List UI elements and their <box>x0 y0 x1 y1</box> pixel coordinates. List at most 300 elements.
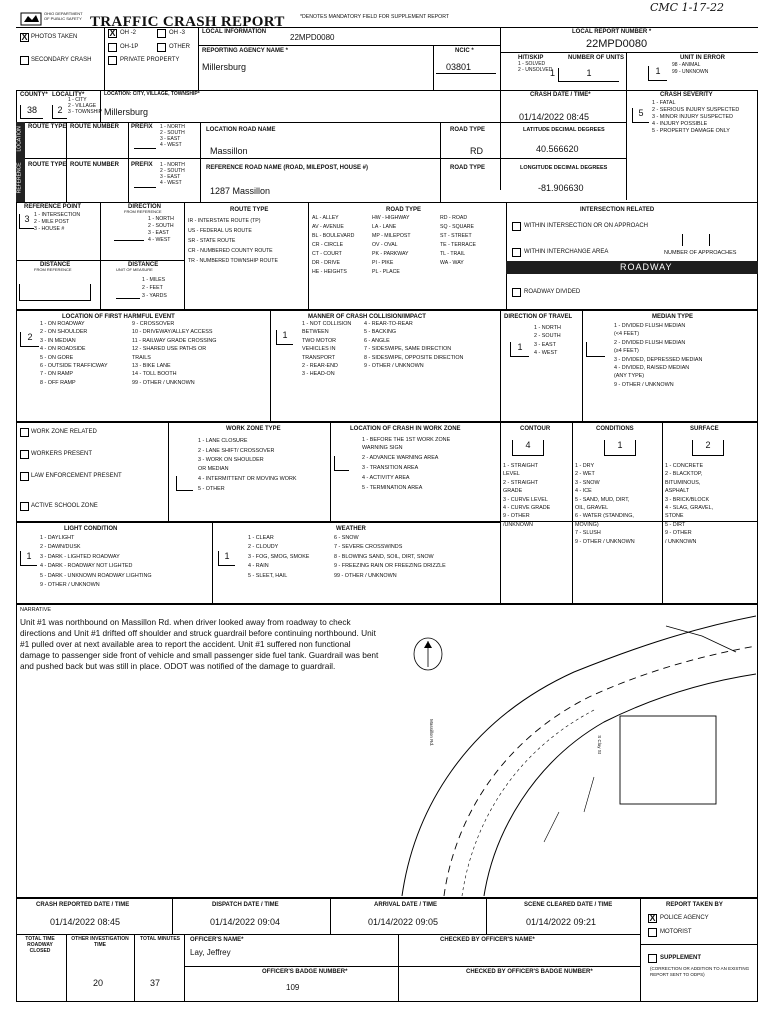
prefix-opt4: 4 - WEST <box>160 142 182 148</box>
road-type2-ct: CT - COURT <box>312 251 342 257</box>
wz-type-opt5: 5 - OTHER <box>198 486 225 492</box>
weather-label: WEATHER <box>336 526 366 532</box>
hit-skip-opt1: 1 - SOLVED <box>518 61 546 67</box>
distance-uom-sub: UNIT OF MEASURE <box>116 267 153 272</box>
dir-travel-value[interactable]: 1 <box>510 342 529 357</box>
dir-travel-options <box>534 324 561 358</box>
contour-opt9: 9 - OTHER <box>503 513 530 520</box>
contour-opt3: 3 - CURVE LEVEL <box>503 496 548 503</box>
weather-opt99: 99 - OTHER / UNKNOWN <box>334 572 397 579</box>
road-type2-col1 <box>312 214 354 277</box>
crash-diagram <box>384 612 756 896</box>
severity-options <box>652 100 756 135</box>
road-type2-la: LA - LANE <box>372 224 397 230</box>
fh-opt5: 5 - ON GORE <box>40 354 74 361</box>
road-type2-al: AL - ALLEY <box>312 215 339 221</box>
location-value: Millersburg <box>104 107 149 117</box>
oh2-checkbox[interactable]: X <box>109 28 116 38</box>
ref-prefix-opt3: 3 - EAST <box>160 174 181 180</box>
reporting-agency-label: REPORTING AGENCY NAME * <box>202 48 289 54</box>
county-value[interactable]: 38 <box>20 105 43 119</box>
severity-opt5: 5 - PROPERTY DAMAGE ONLY <box>652 128 730 134</box>
direction-sub: FROM REFERENCE <box>124 209 162 214</box>
direction-opt3: 3 - EAST <box>148 230 170 236</box>
weather-opt2: 2 - CLOUDY <box>248 544 279 551</box>
road-type2-rd: RD - ROAD <box>440 215 468 221</box>
local-info-value: 22MPD0080 <box>290 33 335 42</box>
units-value[interactable]: 1 <box>558 68 619 82</box>
road-type2-pk: PK - PARKWAY <box>372 251 409 257</box>
police-agency-checkbox[interactable]: X <box>649 913 656 923</box>
ref-prefix-opt2: 2 - SOUTH <box>160 168 185 174</box>
direction-label: DIRECTION <box>128 204 161 210</box>
fh-opt4: 4 - ON ROADSIDE <box>40 346 86 353</box>
supplement-note: (CORRECTION OR ADDITION TO AN EXISTING REPORT SENT TO ODPS) <box>650 966 750 977</box>
within-intersection-label: WITHIN INTERSECTION OR ON APPROACH <box>524 223 649 229</box>
road-type2-col2 <box>372 214 411 277</box>
weather-opt1: 1 - CLEAR <box>248 535 274 541</box>
supplement-label: SUPPLEMENT <box>660 955 702 961</box>
cleared-label: SCENE CLEARED DATE / TIME <box>524 902 613 908</box>
dir-travel-opt3: 3 - EAST <box>534 341 556 348</box>
manner-value[interactable]: 1 <box>276 330 293 345</box>
road-type2-he: HE - HEIGHTS <box>312 269 347 275</box>
surface-value[interactable]: 2 <box>692 440 724 456</box>
locality-opt2: 2 - VILLAGE <box>68 103 97 109</box>
arrival-label: ARRIVAL DATE / TIME <box>374 902 437 908</box>
dir-travel-opt2: 2 - SOUTH <box>534 333 561 340</box>
first-harmful-col1 <box>40 320 108 387</box>
ref-prefix-options <box>160 162 185 186</box>
contour-value[interactable]: 4 <box>512 440 544 456</box>
weather-opt9: 9 - FREEZING RAIN OR FREEZING DRIZZLE <box>334 563 446 570</box>
ncic-label: NCIC * <box>455 48 474 54</box>
weather-opt6: 6 - SNOW <box>334 535 359 541</box>
distance-sub: FROM REFERENCE <box>34 267 72 272</box>
cond-opt5b: OIL, GRAVEL <box>575 505 609 512</box>
median-opt9: 9 - OTHER / UNKNOWN <box>614 381 674 388</box>
latitude-value: 40.566620 <box>536 144 579 154</box>
oh2-label: OH -2 <box>120 30 137 36</box>
median-opt3: 3 - DIVIDED, DEPRESSED MEDIAN <box>614 356 703 363</box>
route-type2-opt4: CR - NUMBERED COUNTY ROUTE <box>188 248 273 254</box>
other-invest-label: OTHER INVESTIGATION TIME <box>71 936 129 948</box>
road-name-value: Massillon <box>210 146 248 156</box>
narrative-text: Unit #1 was northbound on Massillon Rd. when driver looked away from roadway to check directions and Unit #1 drifted off shoulder and struck guardrail before continuing northbound. Unit #1 pulled over at next available area to report the accident. Unit #1 suffered non functional damage to passenger side front of vehicle and small passenger side fuel tank. Guardrail was bent and pushed back but was still in place. ODOT was notified of the damage to guardrail. <box>20 617 379 671</box>
ref-point-options <box>34 212 80 233</box>
locality-value[interactable]: 2 <box>52 105 67 119</box>
distance-value[interactable] <box>19 284 91 301</box>
prefix-opt2: 2 - SOUTH <box>160 130 185 136</box>
distance-uom-opt3: 3 - YARDS <box>142 293 167 299</box>
cond-opt2: 2 - WET <box>575 471 595 478</box>
badge-value: 109 <box>286 983 300 992</box>
longitude-label: LONGITUDE DECIMAL DEGREES <box>520 165 608 171</box>
route-type2-label: ROUTE TYPE <box>230 207 269 213</box>
agency-seal-text: OHIO DEPARTMENT OF PUBLIC SAFETY <box>44 11 83 21</box>
route-type2-opt3: SR - STATE ROUTE <box>188 238 236 244</box>
contour-opt9b: /UNKNOWN <box>503 521 533 528</box>
distance-uom-opt2: 2 - FEET <box>142 285 163 291</box>
road-type2-te: TE - TERRACE <box>440 242 476 248</box>
median-opt1: 1 - DIVIDED FLUSH MEDIAN <box>614 323 686 329</box>
ref-road-value: 1287 Massillon <box>210 186 271 196</box>
unit-error-value[interactable]: 1 <box>648 66 667 81</box>
road-type2-wa: WA - WAY <box>440 260 464 266</box>
hit-skip-opt2: 2 - UNSOLVED <box>518 67 553 73</box>
cond-value[interactable]: 1 <box>604 440 636 456</box>
report-taken-label: REPORT TAKEN BY <box>666 902 723 908</box>
surface-opt4b: STONE <box>665 513 684 520</box>
wz-type-opt4: 4 - INTERMITTENT OR MOVING WORK <box>198 476 297 482</box>
ref-road-type-label: ROAD TYPE <box>450 165 486 171</box>
road-type2-av: AV - AVENUE <box>312 224 344 230</box>
ref-point-value[interactable]: 3 <box>19 214 34 229</box>
first-harmful-label: LOCATION OF FIRST HARMFUL EVENT <box>62 314 175 320</box>
ref-point-label: REFERENCE POINT <box>24 204 82 210</box>
direction-options <box>148 216 174 244</box>
officer-name-value: Lay, Jeffrey <box>190 948 231 957</box>
road-type-label: ROAD TYPE <box>450 127 486 133</box>
fh-opt7: 7 - ON RAMP <box>40 371 73 378</box>
median-value[interactable] <box>586 342 605 357</box>
manner-opt1c: TWO MOTOR <box>302 337 337 344</box>
private-property-checkbox[interactable] <box>108 56 117 65</box>
wz-location-opt1b: WARNING SIGN <box>362 445 403 452</box>
locality-label: LOCALITY* <box>52 92 85 98</box>
route-type2-opt5: TR - NUMBERED TOWNSHIP ROUTE <box>188 258 278 264</box>
ref-prefix-opt4: 4 - WEST <box>160 180 182 186</box>
contour-opt1b: LEVEL <box>503 471 520 478</box>
ncic-value: 03801 <box>446 62 472 72</box>
distance-label: DISTANCE <box>40 262 71 268</box>
manner-opt1b: BETWEEN <box>302 329 329 336</box>
direction-opt2: 2 - SOUTH <box>148 223 174 229</box>
cond-opt4: 4 - ICE <box>575 488 592 495</box>
within-intersection-checkbox[interactable] <box>512 222 521 231</box>
footer-section <box>16 898 758 1002</box>
fh-opt6: 6 - OUTSIDE TRAFFICWAY <box>40 363 108 370</box>
prefix-opt3: 3 - EAST <box>160 136 181 142</box>
severity-label: CRASH SEVERITY <box>660 92 713 98</box>
first-harmful-value[interactable]: 2 <box>20 332 39 347</box>
manner-opt1: 1 - NOT COLLISION <box>302 321 352 327</box>
unit-error-label: UNIT IN ERROR <box>680 55 725 61</box>
oh1p-label: OH-1P <box>120 44 139 50</box>
weather-opt7: 7 - SEVERE CROSSWINDS <box>334 544 403 551</box>
cond-opt3: 3 - SNOW <box>575 479 600 486</box>
officer-name-label: OFFICER'S NAME* <box>190 937 244 943</box>
route-type2-options <box>188 216 278 266</box>
fh-opt3: 3 - IN MEDIAN <box>40 337 76 344</box>
ref-route-type-label: ROUTE TYPE <box>28 162 67 168</box>
road-type2-sq: SQ - SQUARE <box>440 224 475 230</box>
crash-date-value: 01/14/2022 08:45 <box>519 112 590 122</box>
manner-opt8: 8 - SIDESWIPE, OPPOSITE DIRECTION <box>364 354 464 361</box>
total-minutes-label: TOTAL MINUTES <box>140 936 180 942</box>
ref-point-opt3: 3 - HOUSE # <box>34 226 65 232</box>
wz-location-opt3: 3 - TRANSITION AREA <box>362 464 419 471</box>
dispatch-label: DISPATCH DATE / TIME <box>212 902 279 908</box>
photos-taken-label: PHOTOS TAKEN <box>31 34 78 40</box>
weather-opt8: 8 - BLOWING SAND, SOIL, DIRT, SNOW <box>334 553 434 560</box>
wz-location-opt5: 5 - TERMINATION AREA <box>362 484 423 491</box>
fh-opt10: 10 - DRIVEWAY/ALLEY ACCESS <box>132 329 213 336</box>
fh-opt11: 11 - RAILWAY GRADE CROSSING <box>132 337 217 344</box>
locality-opt3: 3 - TOWNSHIP <box>68 109 102 115</box>
private-property-label: PRIVATE PROPERTY <box>120 57 180 63</box>
route-number-label: ROUTE NUMBER <box>70 124 119 130</box>
wz-type-label: WORK ZONE TYPE <box>226 426 281 432</box>
oh3-checkbox[interactable] <box>157 29 166 38</box>
weather-value[interactable]: 1 <box>218 551 235 566</box>
road-type2-bl: BL - BOULEVARD <box>312 233 355 239</box>
road-type2-col3 <box>440 214 476 268</box>
road-type2-pi: PI - PIKE <box>372 260 394 266</box>
contour-label: CONTOUR <box>520 426 551 432</box>
cond-opt5: 5 - SAND, MUD, DIRT, <box>575 496 630 503</box>
county-label: COUNTY* <box>20 92 48 98</box>
road-type2-hw: HW - HIGHWAY <box>372 215 410 221</box>
distance-uom-options <box>142 276 167 300</box>
wz-location-opt2: 2 - ADVANCE WARNING AREA <box>362 454 439 461</box>
prefix-label: PREFIX <box>131 124 153 130</box>
ref-prefix-label: PREFIX <box>131 162 153 168</box>
weather-opt3: 3 - FOG, SMOG, SMOKE <box>248 553 310 560</box>
cond-opt6: 6 - WATER (STANDING, <box>575 513 634 520</box>
contour-opt2: 2 - STRAIGHT <box>503 479 539 486</box>
wz-type-opt3b: OR MEDIAN <box>198 466 229 472</box>
hit-skip-value: 1 <box>550 68 556 78</box>
fh-opt9: 9 - CROSSOVER <box>132 321 175 327</box>
median-options <box>614 322 702 389</box>
first-harmful-col2 <box>132 320 216 387</box>
wz-type-opt3: 3 - WORK ON SHOULDER <box>198 457 264 463</box>
median-opt4b: (ANY TYPE) <box>614 373 645 380</box>
road-type-value: RD <box>470 146 483 156</box>
fh-opt8: 8 - OFF RAMP <box>40 379 76 386</box>
severity-value[interactable]: 5 <box>632 108 649 123</box>
direction-opt4: 4 - WEST <box>148 237 171 243</box>
severity-opt2: 2 - SERIOUS INJURY SUSPECTED <box>652 107 740 113</box>
conditions-outline <box>16 422 758 604</box>
fh-opt99: 99 - OTHER / UNKNOWN <box>132 379 195 386</box>
cond-opt9: 9 - OTHER / UNKNOWN <box>575 538 635 545</box>
reported-label: CRASH REPORTED DATE / TIME <box>36 902 130 908</box>
approaches-label: NUMBER OF APPROACHES <box>664 250 737 256</box>
oh3-label: OH -3 <box>169 30 186 36</box>
road-name-label: LOCATION ROAD NAME <box>206 127 276 133</box>
crash-date-label: CRASH DATE / TIME* <box>530 92 591 98</box>
manner-opt4: 4 - REAR-TO-REAR <box>364 321 413 327</box>
checked-badge-label: CHECKED BY OFFICER'S BADGE NUMBER* <box>466 969 593 975</box>
road-type2-st: ST - STREET <box>440 233 472 239</box>
fh-opt12: 12 - SHARED USE PATHS OR <box>132 346 207 353</box>
median-label: MEDIAN TYPE <box>652 314 694 320</box>
surface-opt2: 2 - BLACKTOP, <box>665 471 703 478</box>
photos-taken-checkbox[interactable]: X <box>21 32 28 42</box>
within-interchange-checkbox[interactable] <box>512 248 521 257</box>
road-type2-cr: CR - CIRCLE <box>312 242 344 248</box>
surface-opt2b: BITUMINOUS, <box>665 479 701 486</box>
law-enforcement-label: LAW ENFORCEMENT PRESENT <box>31 473 122 479</box>
severity-opt3: 3 - MINOR INJURY SUSPECTED <box>652 114 733 120</box>
cond-label: CONDITIONS <box>596 426 634 432</box>
other-checkbox[interactable] <box>157 43 166 52</box>
unit-error-opt1: 98 - ANIMAL <box>672 62 701 68</box>
dir-travel-opt4: 4 - WEST <box>534 350 558 357</box>
local-report-value: 22MPD0080 <box>586 38 648 50</box>
contour-opt1: 1 - STRAIGHT <box>503 463 539 469</box>
fh-opt1: 1 - ON ROADWAY <box>40 321 85 327</box>
cond-opt1: 1 - DRY <box>575 463 595 469</box>
road-type2-pl: PL - PLACE <box>372 269 400 275</box>
roadway-divided-label: ROADWAY DIVIDED <box>524 289 581 295</box>
weather-opt5: 5 - SLEET, HAIL <box>248 572 288 579</box>
fh-opt2: 2 - ON SHOULDER <box>40 329 88 336</box>
manner-opt1d: VEHICLES IN <box>302 346 336 353</box>
road-type2-dr: DR - DRIVE <box>312 260 340 266</box>
wz-type-opt1: 1 - LANE CLOSURE <box>198 438 248 444</box>
manner-col2 <box>364 320 463 370</box>
prefix-options <box>160 124 185 148</box>
local-info-label: LOCAL INFORMATION <box>202 29 267 35</box>
badge-label: OFFICER'S BADGE NUMBER* <box>262 969 348 975</box>
cleared-value: 01/14/2022 09:21 <box>526 917 597 927</box>
surface-opt1: 1 - CONCRETE <box>665 463 704 469</box>
light-opt9: 9 - OTHER / UNKNOWN <box>40 582 100 589</box>
dir-travel-label: DIRECTION OF TRAVEL <box>504 314 573 320</box>
latitude-label: LATITUDE DECIMAL DEGREES <box>523 127 605 133</box>
light-label: LIGHT CONDITION <box>64 526 118 532</box>
total-time-label: TOTAL TIME ROADWAY CLOSED <box>25 936 55 954</box>
light-opt4: 4 - DARK - ROADWAY NOT LIGHTED <box>40 563 133 570</box>
distance-uom-label: DISTANCE <box>128 262 159 268</box>
road-type2-mp: MP - MILEPOST <box>372 233 411 239</box>
manner-label: MANNER OF CRASH COLLISION/IMPACT <box>308 314 426 320</box>
light-opt2: 2 - DAWN/DUSK <box>40 544 81 551</box>
fh-opt12b: TRAILS <box>132 354 151 361</box>
manner-opt3: 3 - HEAD-ON <box>302 371 335 378</box>
cond-opt7: 7 - SLUSH <box>575 530 601 537</box>
cond-opt6b: MOVING) <box>575 521 599 528</box>
reporting-agency-value: Millersburg <box>202 62 247 72</box>
road-type2-ov: OV - OVAL <box>372 242 398 248</box>
median-opt4: 4 - DIVIDED, RAISED MEDIAN <box>614 365 690 372</box>
ref-prefix-opt1: 1 - NORTH <box>160 162 185 168</box>
approaches-field[interactable] <box>682 234 710 246</box>
contour-opt2b: GRADE <box>503 488 523 495</box>
side-reference-label: REFERENCE <box>16 162 23 194</box>
secondary-crash-checkbox[interactable] <box>20 56 29 65</box>
light-opt5: 5 - DARK - UNKNOWN ROADWAY LIGHTING <box>40 572 152 579</box>
narrative-label: NARRATIVE <box>20 607 52 613</box>
manner-opt9: 9 - OTHER / UNKNOWN <box>364 363 424 370</box>
dir-travel-opt1: 1 - NORTH <box>534 325 561 331</box>
hit-skip-label: HIT/SKIP <box>518 55 544 61</box>
ref-road-label: REFERENCE ROAD NAME (ROAD, MILEPOST, HOUSE #) <box>206 165 369 171</box>
route-type-label: ROUTE TYPE <box>28 124 67 130</box>
location-label: LOCATION: CITY, VILLAGE, TOWNSHIP* <box>104 91 200 97</box>
active-school-label: ACTIVE SCHOOL ZONE <box>31 503 98 509</box>
intersection-label: INTERSECTION RELATED <box>580 207 655 213</box>
route-type2-opt2: US - FEDERAL US ROUTE <box>188 228 252 234</box>
locality-opt1: 1 - CITY <box>68 97 87 103</box>
other-label: OTHER <box>169 44 190 50</box>
manner-col1 <box>302 320 351 379</box>
weather-opt4: 4 - RAIN <box>248 563 269 570</box>
ref-point-opt2: 2 - MILE POST <box>34 219 70 225</box>
ref-point-opt1: 1 - INTERSECTION <box>34 212 81 218</box>
arrival-value: 01/14/2022 09:05 <box>368 917 439 927</box>
wz-type-opt2: 2 - LANE SHIFT/ CROSSOVER <box>198 448 275 454</box>
median-opt1b: (<4 FEET) <box>614 331 640 338</box>
supplement-checkbox[interactable] <box>648 954 657 963</box>
median-opt2b: (≥4 FEET) <box>614 348 639 355</box>
surface-label: SURFACE <box>690 426 719 432</box>
manner-opt1e: TRANSPORT <box>302 354 336 361</box>
severity-opt1: 1 - FATAL <box>652 100 676 106</box>
route-type2-opt1: IR - INTERSTATE ROUTE (TP) <box>188 218 261 224</box>
median-opt2: 2 - DIVIDED FLUSH MEDIAN <box>614 339 686 346</box>
odps-seal-icon <box>20 12 42 26</box>
police-agency-label: POLICE AGENCY <box>660 915 709 921</box>
surface-opt2c: ASPHALT <box>665 488 690 495</box>
wz-location-label: LOCATION OF CRASH IN WORK ZONE <box>350 426 461 432</box>
fh-opt13: 13 - BIKE LANE <box>132 363 171 370</box>
direction-opt1: 1 - NORTH <box>148 216 174 222</box>
surface-opt9: 9 - OTHER <box>665 530 692 537</box>
fh-opt14: 14 - TOLL BOOTH <box>132 371 177 378</box>
work-zone-related-label: WORK ZONE RELATED <box>31 429 97 435</box>
manner-opt6: 6 - ANGLE <box>364 337 390 344</box>
checked-name-label: CHECKED BY OFFICER'S NAME* <box>440 937 535 943</box>
distance-uom-opt1: 1 - MILES <box>142 277 166 283</box>
wz-location-opt4: 4 - ACTIVITY AREA <box>362 474 410 481</box>
surface-opt3: 3 - BRICK/BLOCK <box>665 496 710 503</box>
wz-location-opt1: 1 - BEFORE THE 1ST WORK ZONE <box>362 437 451 443</box>
road-type2-tl: TL - TRAIL <box>440 251 466 257</box>
motorist-label: MOTORIST <box>660 929 692 935</box>
motorist-checkbox[interactable] <box>648 928 657 937</box>
light-opt3: 3 - DARK - LIGHTED ROADWAY <box>40 553 120 560</box>
light-value[interactable]: 1 <box>20 551 37 566</box>
prefix-opt1: 1 - NORTH <box>160 124 185 130</box>
manner-opt2: 2 - REAR-END <box>302 363 338 370</box>
mandatory-note: *DENOTES MANDATORY FIELD FOR SUPPLEMENT REPORT <box>300 14 450 20</box>
diagram-road1-label: Massillon Rd. <box>429 719 435 747</box>
roadway-header: ROADWAY <box>620 262 673 272</box>
units-label: NUMBER OF UNITS <box>568 55 624 61</box>
diagram-road2-label: S Clay St <box>596 735 602 754</box>
total-minutes-value: 37 <box>150 978 161 988</box>
other-invest-value: 20 <box>93 978 104 988</box>
ref-route-number-label: ROUTE NUMBER <box>70 162 119 168</box>
surface-opt4: 4 - SLAG, GRAVEL, <box>665 505 714 512</box>
oh1p-checkbox[interactable] <box>108 43 117 52</box>
report-title: TRAFFIC CRASH REPORT <box>90 14 285 30</box>
dispatch-value: 01/14/2022 09:04 <box>210 917 281 927</box>
surface-opt5: 5 - DIRT <box>665 521 686 528</box>
side-location-label: LOCATION <box>16 126 23 152</box>
surface-opt9b: / UNKNOWN <box>665 538 697 545</box>
roadway-divided-checkbox[interactable] <box>512 288 521 297</box>
secondary-crash-label: SECONDARY CRASH <box>31 57 92 63</box>
contour-opt4: 4 - CURVE GRADE <box>503 505 551 512</box>
handwritten-note: CMC 1-17-22 <box>650 1 725 14</box>
unit-error-opt2: 99 - UNKNOWN <box>672 69 709 75</box>
manner-opt5: 5 - BACKING <box>364 329 397 336</box>
